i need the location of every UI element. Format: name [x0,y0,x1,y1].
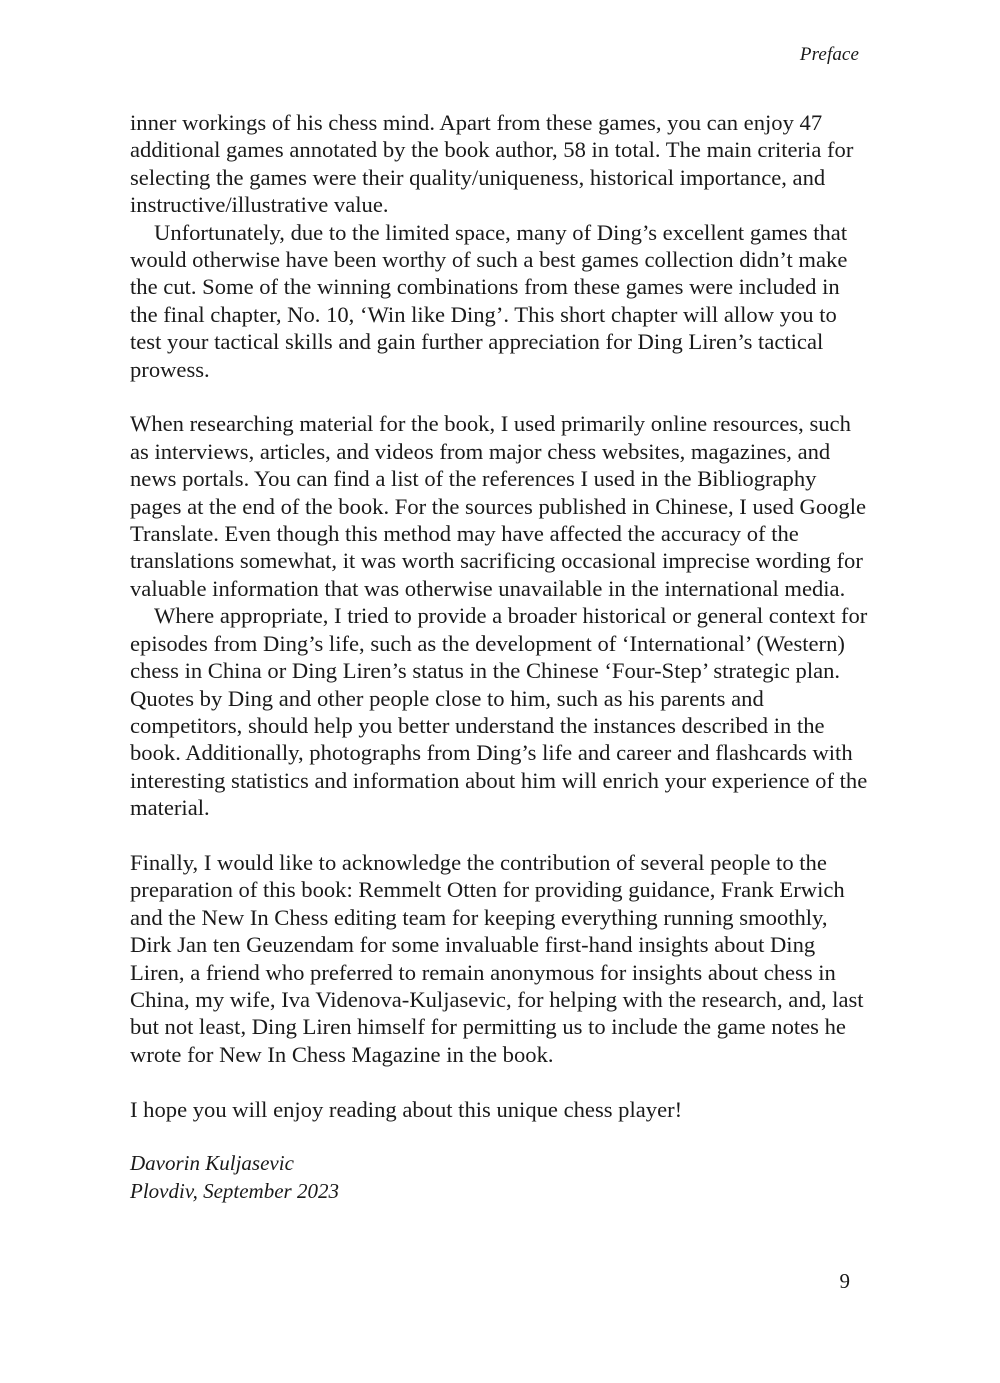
page-body [130,109,872,1205]
paragraph: When researching material for the book, I used primarily online resources, such as interviews, articles, and videos from major chess websites, magazines, and news portals. You can find a list of the references I used in the Bibliography pages at the end of the book. For the sources published in Chinese, I used Google Translate. Even though this method may have affected the accuracy of the translations somewhat, it was worth sacrificing occasional imprecise wording for valuable information that was otherwise unavailable in the international media. [130,411,867,601]
paragraph: Unfortunately, due to the limited space, many of Ding’s excellent games that would otherwise have been worthy of such a best games collection didn’t make the cut. Some of the winning combinations from these games were included in the final chapter, No. 10, ‘Win like Ding’. This short chapter will allow you to test your tactical skills and gain further appreciation for Ding Liren’s tactical prowess. [130,219,848,382]
running-head: Preface [799,44,859,65]
place-date: Plovdiv, September 2023 [130,1178,339,1203]
signature-block [130,1150,872,1205]
paragraph: I hope you will enjoy reading about this unique chess player! [130,1096,683,1122]
paragraph: Where appropriate, I tried to provide a broader historical or general context for episodes from Ding’s life, such as the development of ‘International’ (Western) chess in China or Ding Liren’s status in the Chinese ‘Four-Step’ strategic plan. Quotes by Ding and other people close to him, such as his parents and competitors, should help you better understand the instances described in the book. Additionally, photographs from Ding’s life and career and flashcards with interesting statistics and information about him will enrich your experience of the material. [130,603,868,821]
paragraph: Finally, I would like to acknowledge the contribution of several people to the preparation of this book: Remmelt Otten for providing guidance, Frank Erwich and the New In Chess editing team for keeping everything running smoothly, Dirk Jan ten Geuzendam for some invaluable first-hand insights about Ding Liren, a friend who preferred to remain anonymous for insights about chess in China, my wife, Iva Videnova-Kuljasevic, for helping with the research, and, last but not least, Ding Liren himself for permitting us to include the game notes he wrote for New In Chess Magazine in the book. [130,849,864,1067]
author-name: Davorin Kuljasevic [130,1151,294,1176]
paragraph: inner workings of his chess mind. Apart from these games, you can enjoy 47 additional games annotated by the book author, 58 in total. The main criteria for selecting the games were their quality/uniqueness, historical importance, and instructive/illustrative value. [130,110,854,218]
page-number: 9 [839,1269,850,1293]
